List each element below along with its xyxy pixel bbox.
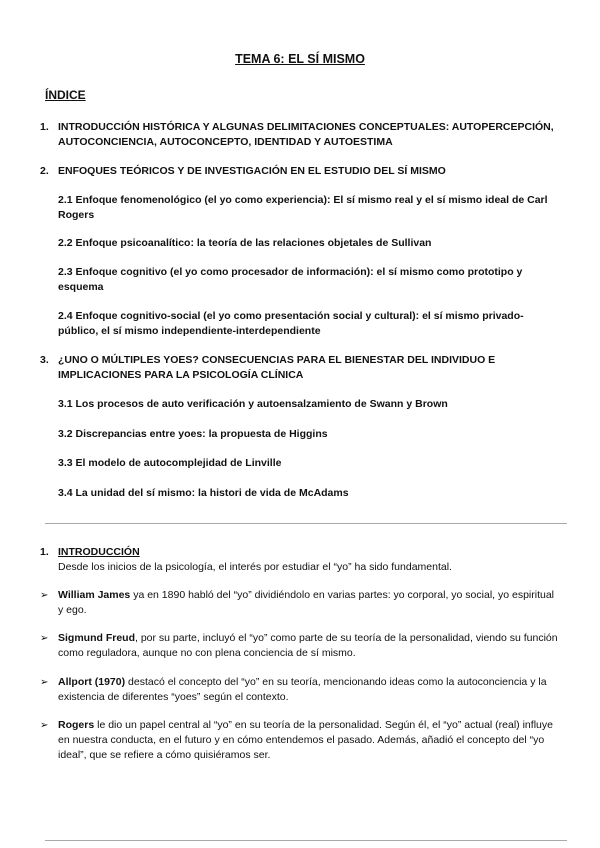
index-item-text: ¿UNO O MÚLTIPLES YOES? CONSECUENCIAS PARA EL BIENESTAR DEL INDIVIDUO E IMPLICACIONES PARA LA PSICOLOGÍA CLÍNICA (58, 354, 496, 381)
index-subitem: 3.4 La unidad del sí mismo: la histori de vida de McAdams (58, 487, 349, 499)
bullet-text: destacó el concepto del “yo” en su teoría, mencionando ideas como la autoconciencia y la existencia de diferentes “yoes” según el contexto. (58, 676, 547, 703)
index-item-number: 1. (40, 121, 49, 133)
index-subitem: 3.3 El modelo de autocomplejidad de Linville (58, 457, 282, 469)
index-item-number: 2. (40, 165, 49, 177)
bullet-text: ya en 1890 habló del “yo” dividiéndolo en varias partes: yo corporal, yo social, yo espiritual y ego. (58, 589, 555, 616)
page-title: TEMA 6: EL SÍ MISMO (235, 52, 365, 66)
bullet-name: Sigmund Freud (58, 632, 135, 644)
bullet-name: Allport (1970) (58, 676, 126, 688)
section-number: 1. (40, 546, 49, 558)
index-item-text: ENFOQUES TEÓRICOS Y DE INVESTIGACIÓN EN EL ESTUDIO DEL SÍ MISMO (58, 165, 446, 177)
arrow-bullet-icon: ➢ (40, 633, 49, 644)
page-bottom-divider (45, 840, 567, 841)
bullet-text: le dio un papel central al “yo” en su teoría de la personalidad. Según él, el “yo” actual (real) influye en nuestra conducta, en el futuro y en cómo entendemos el pasado. Además, añadió el concepto del “yo ideal”, que se refiere a cómo quisiéramos ser. (58, 719, 553, 761)
index-item-text: INTRODUCCIÓN HISTÓRICA Y ALGUNAS DELIMITACIONES CONCEPTUALES: AUTOPERCEPCIÓN, AUTOCONCIENCIA, AUTOCONCEPTO, IDENTIDAD Y AUTOESTIMA (58, 121, 554, 148)
bullet-item (40, 588, 560, 618)
index-subitem: 2.1 Enfoque fenomenológico (el yo como experiencia): El sí mismo real y el sí mismo ideal de Carl Rogers (58, 194, 548, 221)
index-subitem: 2.3 Enfoque cognitivo (el yo como procesador de información): el sí mismo como prototipo y esquema (58, 266, 523, 293)
index-heading: ÍNDICE (45, 88, 86, 102)
bullet-item (40, 631, 560, 661)
bullet-text: , por su parte, incluyó el “yo” como parte de su teoría de la personalidad, viendo su función como reguladora, aunque no con plena conciencia de sí mismo. (58, 632, 558, 659)
index-subitem: 2.2 Enfoque psicoanalítico: la teoría de las relaciones objetales de Sullivan (58, 237, 432, 249)
index-item (40, 120, 560, 149)
bullet-name: William James (58, 589, 131, 601)
index-item (40, 164, 560, 179)
index-item-number: 3. (40, 354, 49, 366)
section-intro: Desde los inicios de la psicología, el interés por estudiar el “yo” ha sido fundamental. (58, 561, 452, 573)
arrow-bullet-icon: ➢ (40, 677, 49, 688)
index-subitem: 3.2 Discrepancias entre yoes: la propuesta de Higgins (58, 428, 328, 440)
arrow-bullet-icon: ➢ (40, 720, 49, 731)
section-title: INTRODUCCIÓN (58, 546, 140, 558)
bullet-item (40, 718, 560, 763)
index-subitem: 2.4 Enfoque cognitivo-social (el yo como presentación social y cultural): el sí mismo privado-público, el sí mismo independiente-interdependiente (58, 310, 524, 337)
bullet-item (40, 675, 560, 705)
bullet-name: Rogers (58, 719, 95, 731)
section-divider (45, 523, 567, 524)
index-subitem: 3.1 Los procesos de auto verificación y autoensalzamiento de Swann y Brown (58, 398, 448, 410)
arrow-bullet-icon: ➢ (40, 590, 49, 601)
index-item (40, 353, 560, 382)
